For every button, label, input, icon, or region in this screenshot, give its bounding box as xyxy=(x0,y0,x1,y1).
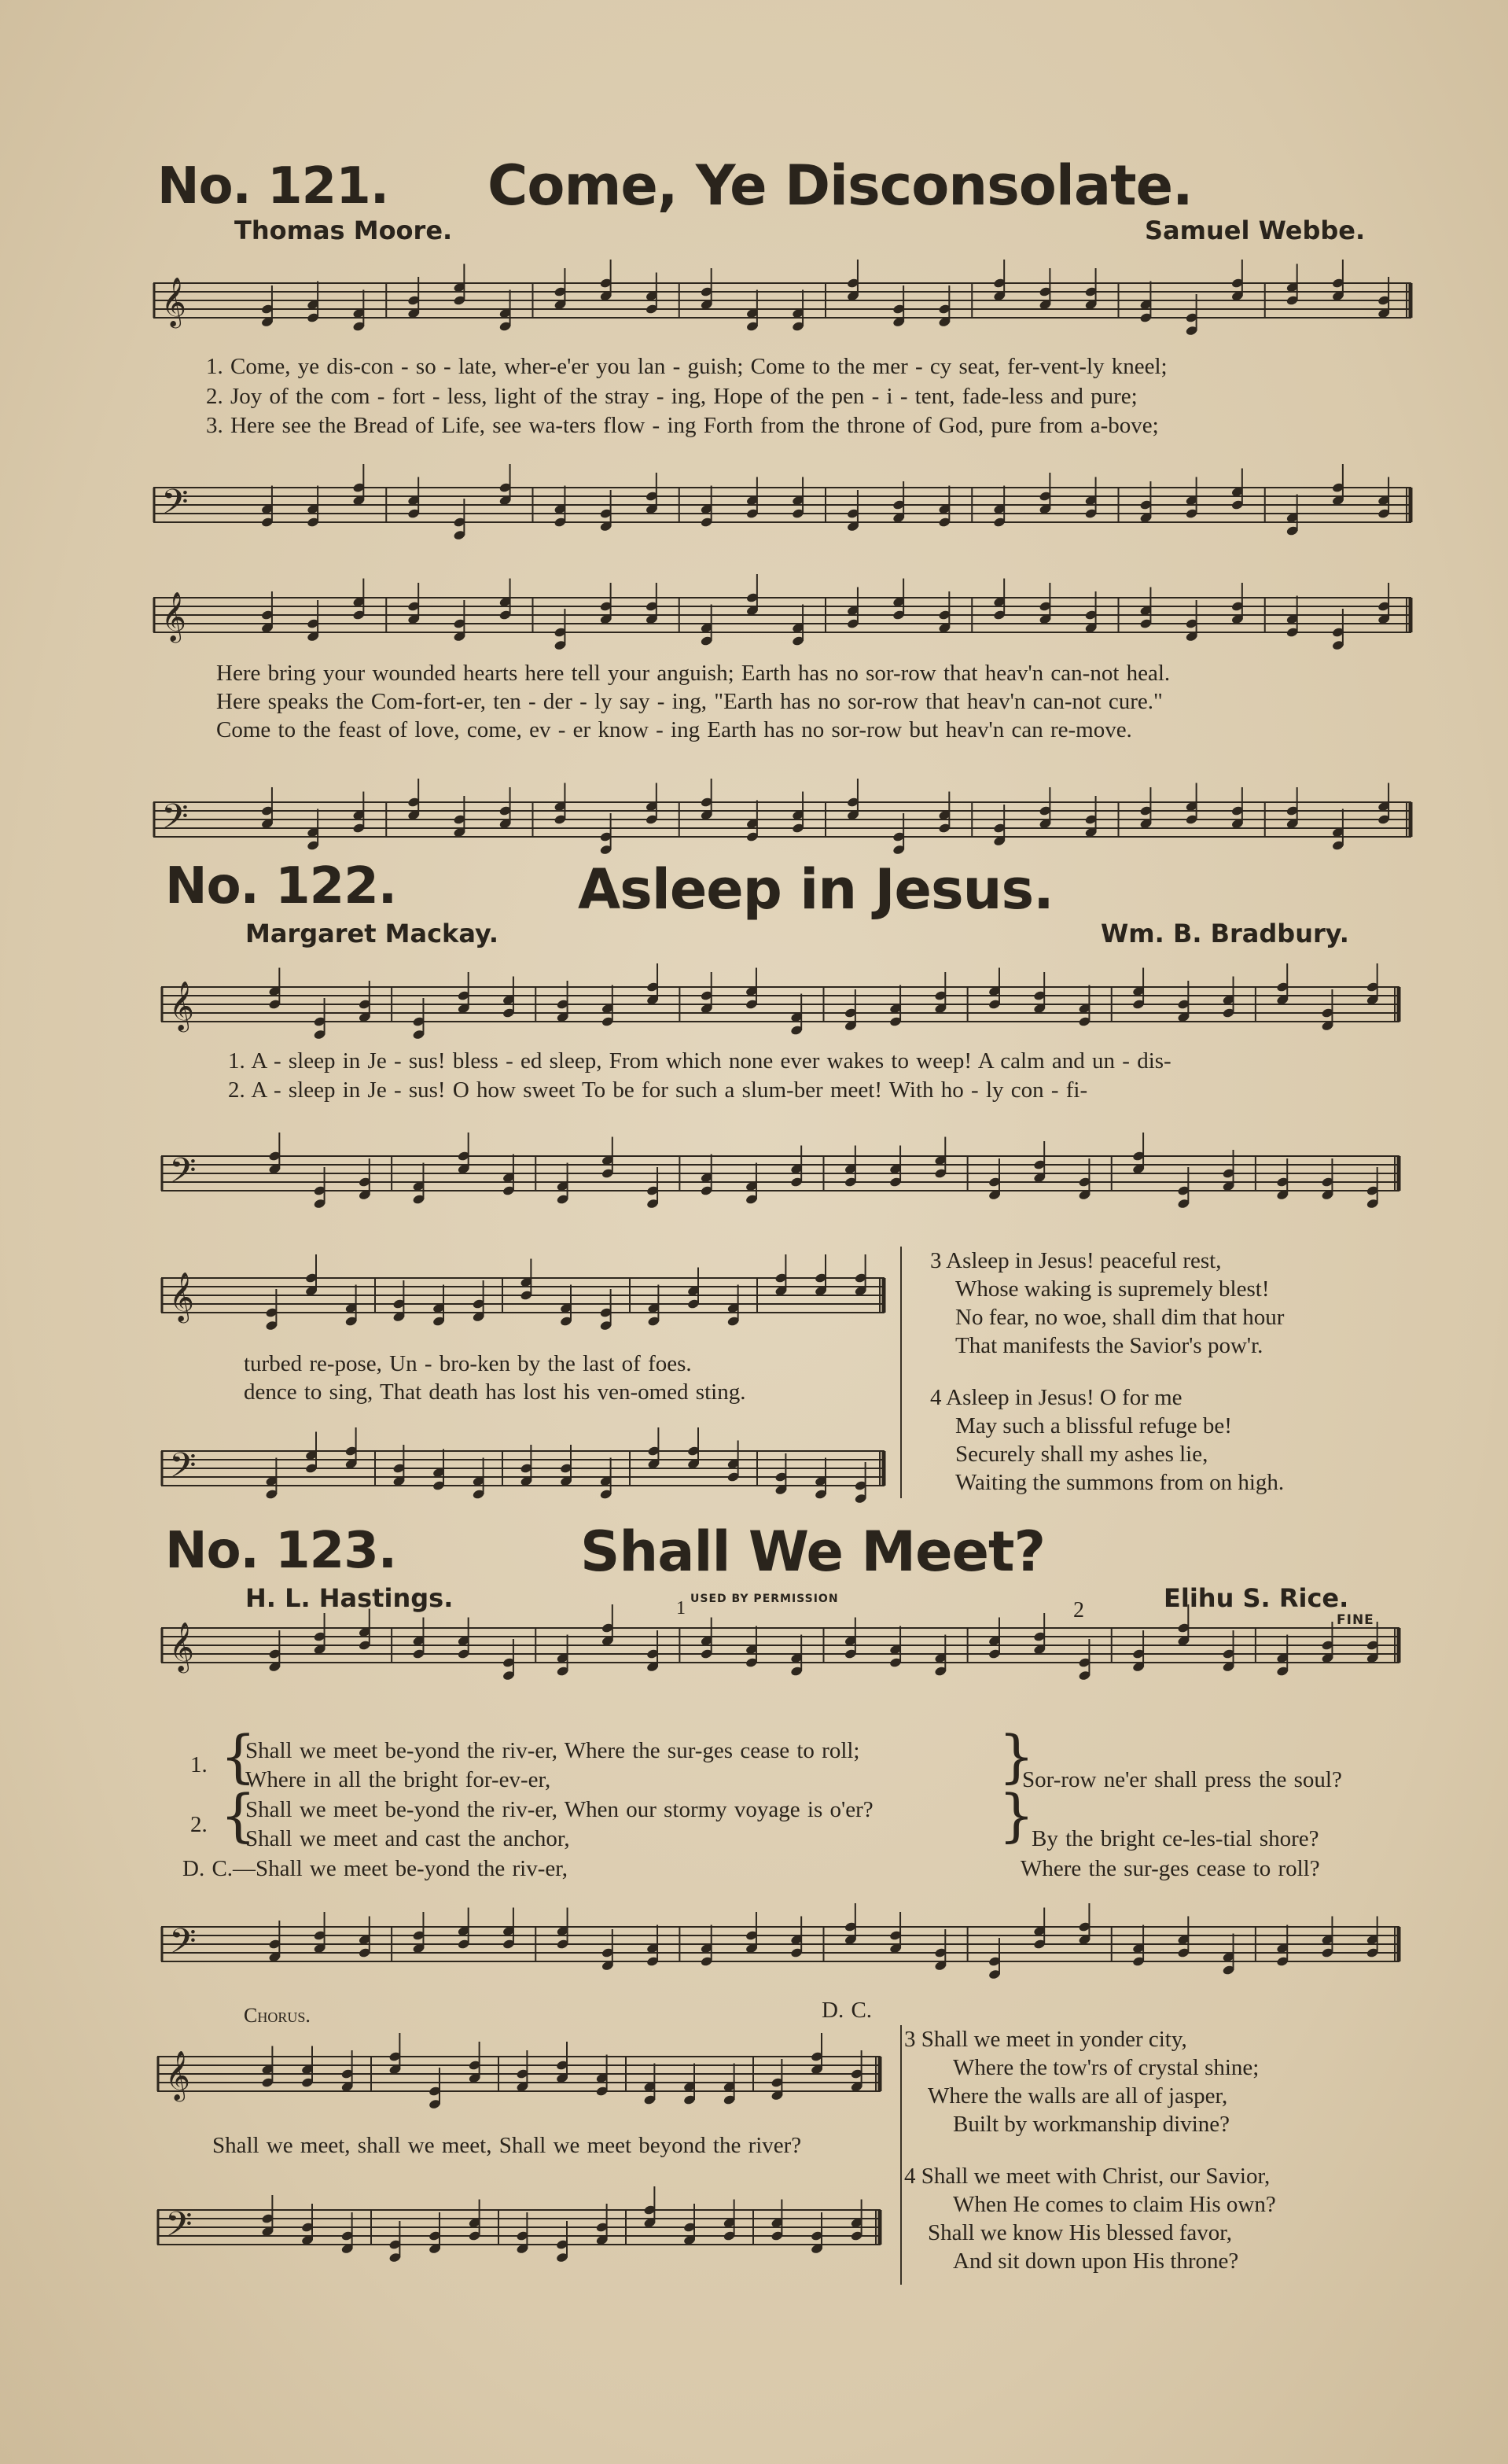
svg-text:𝄞: 𝄞 xyxy=(169,1622,194,1671)
composer: Elihu S. Rice. xyxy=(1164,1583,1349,1613)
column-divider xyxy=(900,1247,902,1498)
brace: { xyxy=(220,1723,256,1789)
music-staff-bass xyxy=(161,1427,885,1498)
music-staff-bass xyxy=(161,1133,1399,1203)
verse-line: And sit down upon His throne? xyxy=(953,2249,1239,2274)
svg-text:𝄞: 𝄞 xyxy=(161,591,186,641)
lyric-line: 2. A - sleep in Je - sus! O how sweet To be for such a slum-ber meet! With ho - ly con - fi- xyxy=(228,1077,1088,1103)
verse-line: May such a blissful refuge be! xyxy=(955,1413,1232,1438)
verse-line: No fear, no woe, shall dim that hour xyxy=(955,1305,1285,1330)
music-staff-bass xyxy=(157,2186,881,2257)
svg-text:𝄢: 𝄢 xyxy=(169,1445,197,1494)
verse-line: 3 Asleep in Jesus! peaceful rest, xyxy=(930,1248,1222,1273)
verse-line: Where the walls are all of jasper, xyxy=(928,2083,1228,2109)
svg-text:𝄞: 𝄞 xyxy=(165,2050,190,2100)
verse-line: Whose waking is supremely blest! xyxy=(955,1276,1270,1302)
verse-line: Shall we know His blessed favor, xyxy=(928,2220,1233,2245)
lyric-line: 1. A - sleep in Je - sus! bless - ed sleep, From which none ever wakes to weep! A calm and un - dis- xyxy=(228,1048,1171,1074)
music-staff-treble xyxy=(157,2033,881,2120)
lyricist: Margaret Mackay. xyxy=(245,919,499,948)
lyricist: H. L. Hastings. xyxy=(245,1583,454,1613)
verse-line: When He comes to claim His own? xyxy=(953,2192,1276,2217)
lyric-line: Where the sur-ges cease to roll? xyxy=(1021,1856,1320,1881)
verse-number: 1. xyxy=(190,1752,208,1777)
hymn-number: No. 123. xyxy=(165,1522,397,1580)
lyric-line: 1. Come, ye dis-con - so - late, wher-e'er you lan - guish; Come to the mer - cy seat, fer-vent-ly kneel; xyxy=(206,354,1168,379)
lyric-line: Where in all the bright for-ev-er, xyxy=(245,1767,551,1792)
lyric-line: Shall we meet be-yond the riv-er, Where the sur-ges cease to roll; xyxy=(245,1738,860,1763)
composer: Wm. B. Bradbury. xyxy=(1101,919,1349,948)
lyric-line: Shall we meet and cast the anchor, xyxy=(245,1826,570,1851)
lyric-line: turbed re-pose, Un - bro-ken by the last of foes. xyxy=(244,1351,692,1376)
verse-block xyxy=(904,2025,1276,2275)
lyric-line: Sor-row ne'er shall press the soul? xyxy=(1022,1767,1342,1792)
svg-text:𝄢: 𝄢 xyxy=(169,1921,197,1970)
column-divider xyxy=(900,2025,902,2285)
lyric-line: dence to sing, That death has lost his ven-omed sting. xyxy=(244,1379,746,1405)
brace: } xyxy=(999,1782,1035,1848)
brace: } xyxy=(999,1723,1035,1789)
verse-line: Built by workmanship divine? xyxy=(953,2112,1230,2137)
verse-line: That manifests the Savior's pow'r. xyxy=(955,1333,1263,1358)
verse-line: 4 Shall we meet with Christ, our Savior, xyxy=(904,2164,1271,2189)
svg-text:𝄢: 𝄢 xyxy=(165,2204,193,2253)
lyric-line: Shall we meet be-yond the riv-er, When our stormy voyage is o'er? xyxy=(245,1797,874,1822)
music-staff-treble xyxy=(161,1254,885,1341)
verse-line: 3 Shall we meet in yonder city, xyxy=(904,2027,1187,2052)
verse-line: Waiting the summons from on high. xyxy=(955,1470,1285,1495)
hymn-title: Shall We Meet? xyxy=(580,1519,1046,1584)
lyric-line: Here speaks the Com-fort-er, ten - der - ly say - ing, "Earth has no sor-row that heav'n can-not cure." xyxy=(216,689,1163,714)
hymn-number: No. 122. xyxy=(165,857,397,915)
svg-text:𝄢: 𝄢 xyxy=(161,796,189,845)
hymn-number: No. 121. xyxy=(157,157,389,215)
verse-line: Where the tow'rs of crystal shine; xyxy=(953,2055,1260,2080)
svg-text:𝄢: 𝄢 xyxy=(161,481,189,531)
hymn-title: Come, Ye Disconsolate. xyxy=(487,153,1193,218)
svg-text:𝄞: 𝄞 xyxy=(161,277,186,326)
permission-notice: USED BY PERMISSION xyxy=(690,1593,839,1605)
lyric-line: D. C.—Shall we meet be-yond the riv-er, xyxy=(182,1856,568,1881)
lyric-line: Shall we meet, shall we meet, Shall we meet beyond the river? xyxy=(212,2133,802,2158)
verse-line: 4 Asleep in Jesus! O for me xyxy=(930,1385,1182,1410)
lyric-line: By the bright ce-les-tial shore? xyxy=(1032,1826,1319,1851)
ending-number: 2 xyxy=(1073,1598,1084,1622)
brace: { xyxy=(220,1782,256,1848)
verse-block xyxy=(930,1247,1284,1497)
composer: Samuel Webbe. xyxy=(1145,215,1366,245)
music-staff-treble xyxy=(153,574,1411,661)
music-staff-treble xyxy=(161,1604,1399,1714)
svg-text:𝄞: 𝄞 xyxy=(169,1272,194,1321)
dc-label: D. C. xyxy=(822,1998,873,2023)
lyricist: Thomas Moore. xyxy=(234,215,453,245)
lyric-line: Come to the feast of love, come, ev - er know - ing Earth has no sor-row but heav'n can re-move. xyxy=(216,717,1132,742)
music-staff-bass xyxy=(153,779,1411,849)
lyric-line: 3. Here see the Bread of Life, see wa-ters flow - ing Forth from the throne of God, pure from a-bove; xyxy=(206,413,1159,438)
svg-text:𝄢: 𝄢 xyxy=(169,1150,197,1199)
chorus-label: Chorus. xyxy=(244,2004,311,2027)
fine-mark: FINE xyxy=(1337,1612,1374,1628)
music-staff-bass xyxy=(153,464,1411,535)
lyric-line: Here bring your wounded hearts here tell your anguish; Earth has no sor-row that heav'n can-not heal. xyxy=(216,661,1171,686)
svg-text:𝄞: 𝄞 xyxy=(169,981,194,1030)
lyric-line: 2. Joy of the com - fort - less, light of the stray - ing, Hope of the pen - i - tent, fade-less and pure; xyxy=(206,384,1138,409)
verse-line: Securely shall my ashes lie, xyxy=(955,1442,1208,1467)
music-staff-treble xyxy=(153,260,1411,346)
verse-number: 2. xyxy=(190,1812,208,1837)
hymn-title: Asleep in Jesus. xyxy=(578,857,1054,922)
music-staff-treble xyxy=(161,963,1399,1050)
ending-number: 1 xyxy=(676,1598,686,1619)
music-staff-bass xyxy=(161,1903,1399,1974)
